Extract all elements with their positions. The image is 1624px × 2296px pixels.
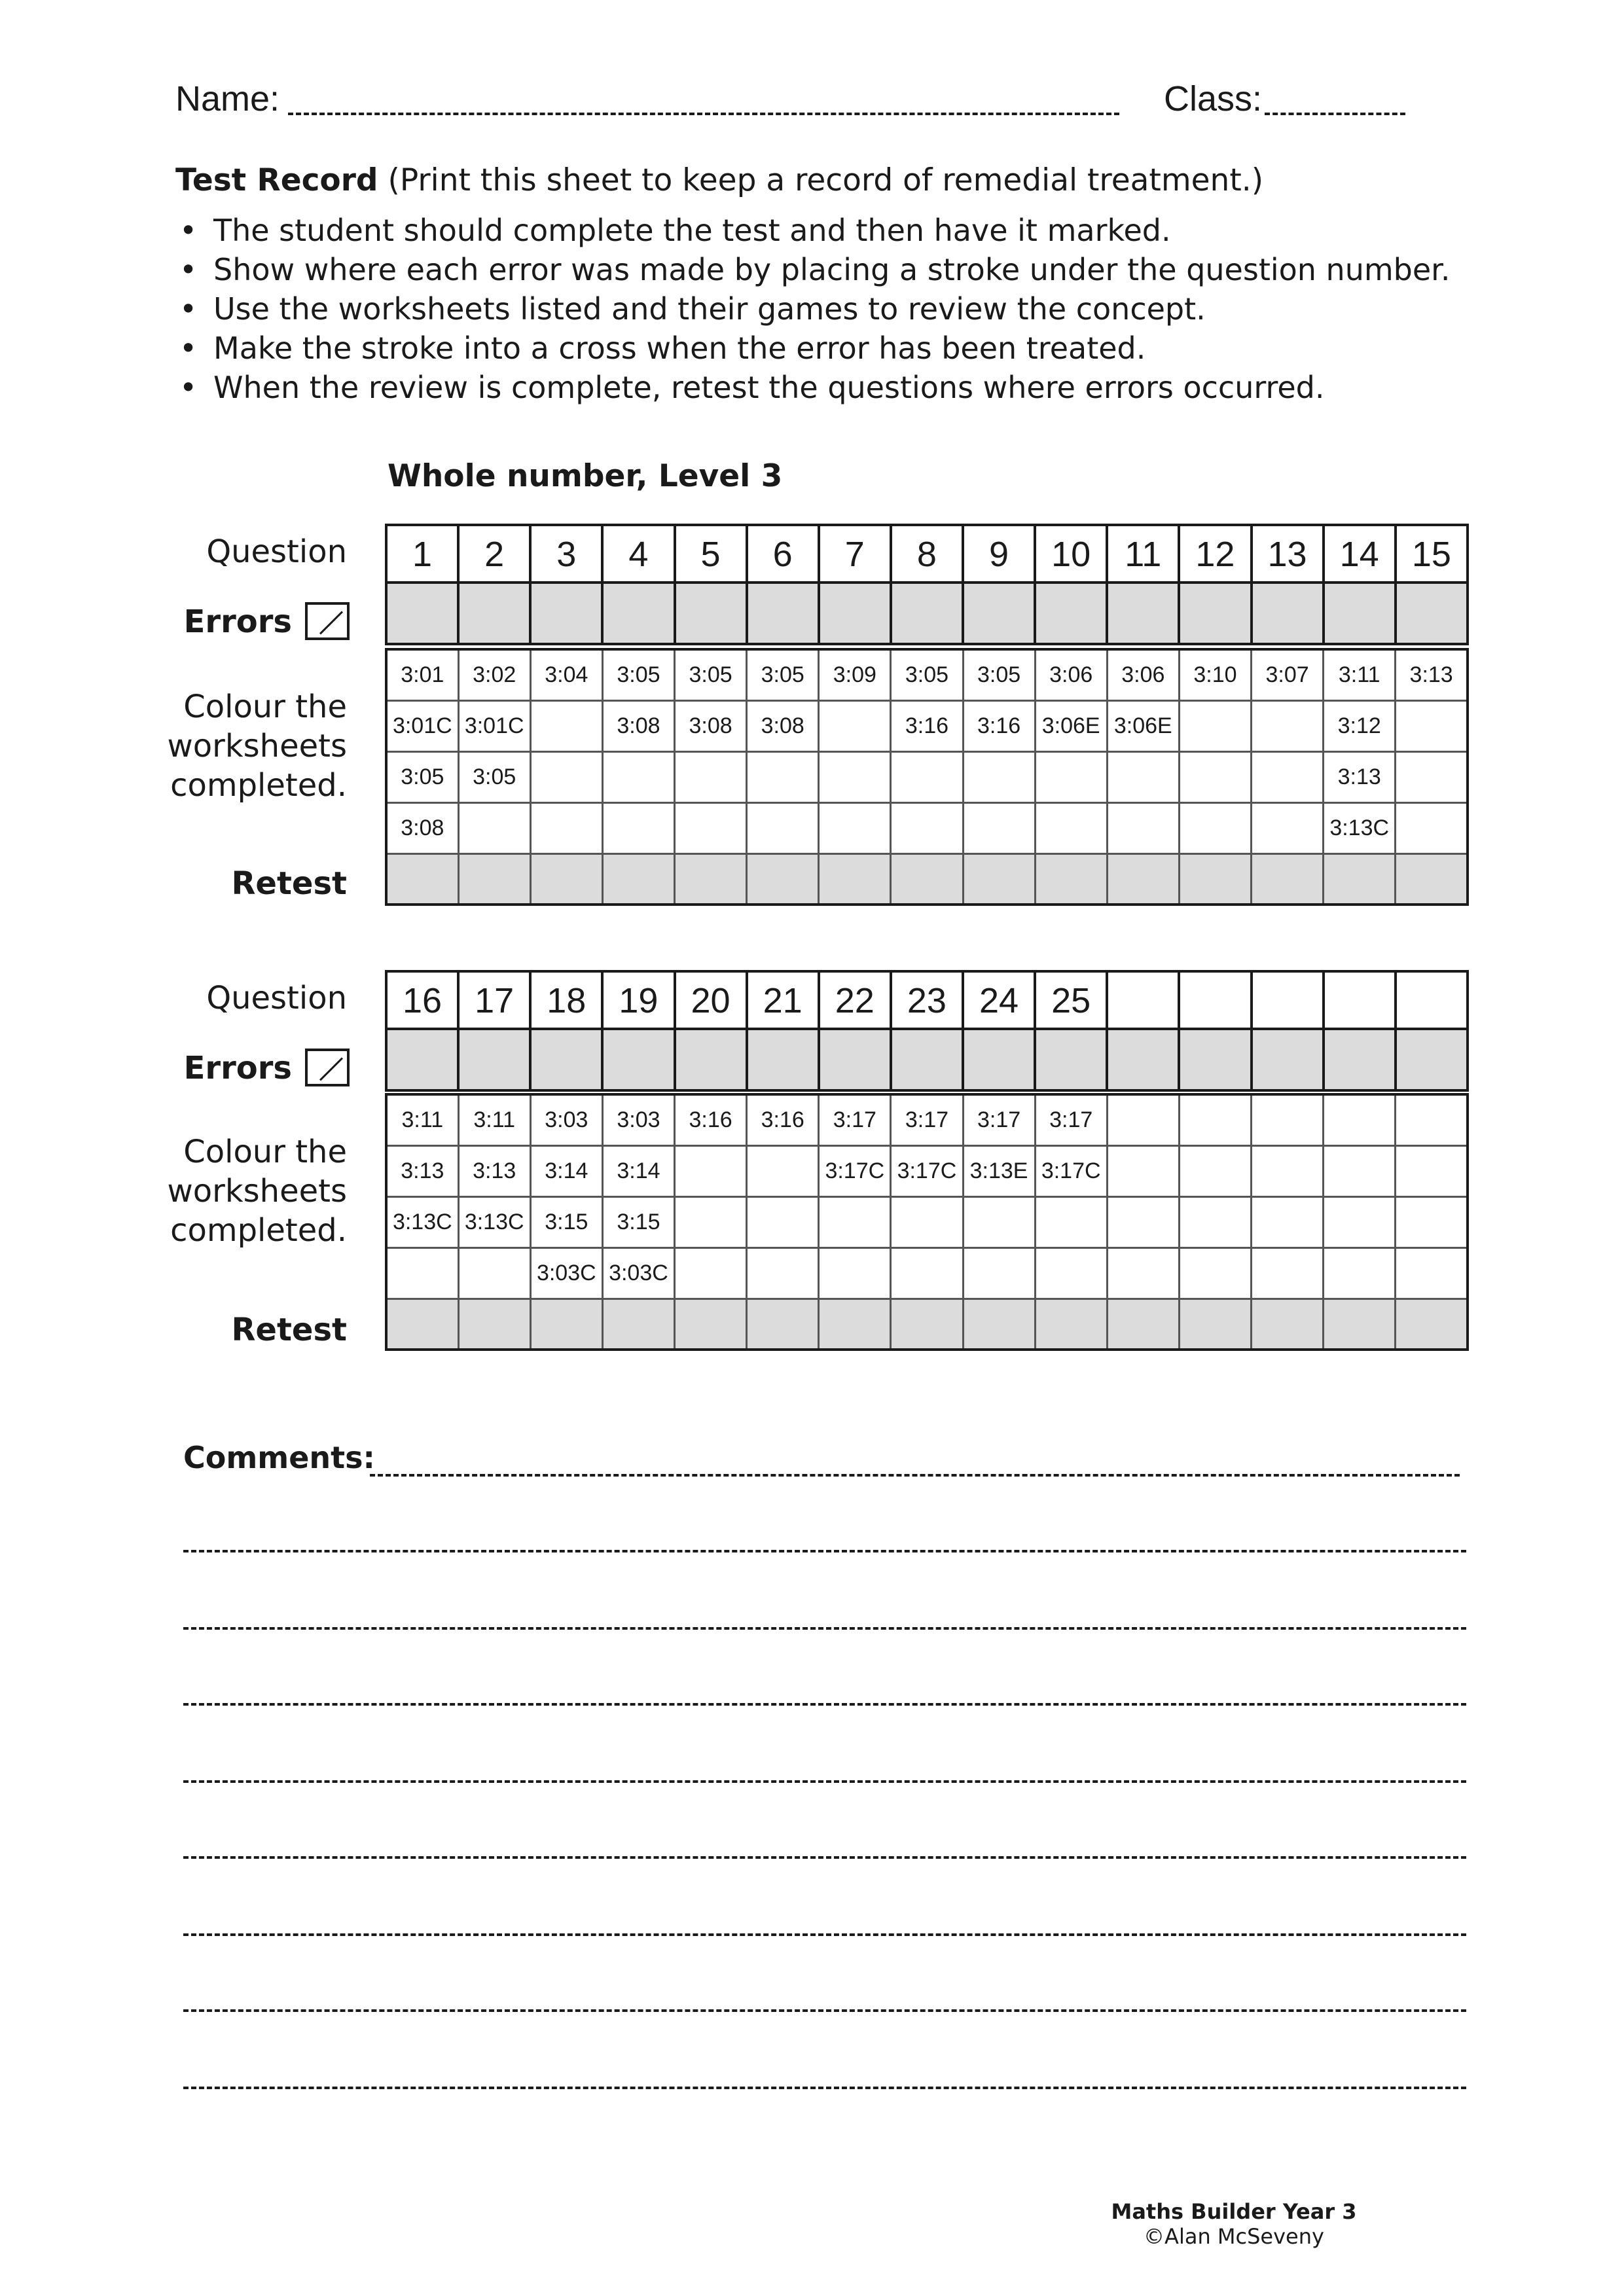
worksheet-cell[interactable]: 3:05 [602, 649, 674, 700]
worksheet-cell[interactable] [1035, 1196, 1107, 1247]
comment-line[interactable] [183, 1856, 1466, 1859]
worksheet-table [385, 1093, 1469, 1351]
worksheet-cell[interactable]: 3:14 [602, 1145, 674, 1196]
question-number-cell: 7 [819, 525, 891, 584]
worksheet-cell[interactable]: 3:13 [386, 1145, 458, 1196]
worksheet-cell[interactable]: 3:13E [963, 1145, 1035, 1196]
retest-cell[interactable] [819, 1299, 891, 1350]
retest-cell[interactable] [1179, 853, 1251, 905]
worksheet-cell[interactable]: 3:03 [602, 1094, 674, 1145]
worksheet-cell[interactable]: 3:13 [458, 1145, 530, 1196]
worksheet-cell[interactable] [1179, 700, 1251, 751]
errors-cell[interactable] [963, 583, 1035, 644]
worksheet-cell[interactable] [1252, 802, 1324, 853]
retest-cell[interactable] [891, 853, 963, 905]
worksheet-cell[interactable] [530, 751, 602, 802]
errors-cell[interactable] [891, 1029, 963, 1090]
worksheet-cell[interactable] [675, 1196, 747, 1247]
worksheet-cell[interactable] [1179, 751, 1251, 802]
worksheet-cell[interactable] [963, 802, 1035, 853]
errors-cell[interactable] [530, 583, 602, 644]
worksheet-cell[interactable] [1179, 1094, 1251, 1145]
worksheet-cell[interactable]: 3:13C [1324, 802, 1396, 853]
question-number-cell [1396, 971, 1468, 1030]
worksheet-cell[interactable]: 3:17 [891, 1094, 963, 1145]
colour-label-line-1: Colour the [183, 689, 347, 725]
worksheet-row [386, 649, 1468, 700]
worksheet-cell[interactable]: 3:17 [963, 1094, 1035, 1145]
question-number-row [386, 525, 1468, 584]
worksheet-cell[interactable]: 3:03 [530, 1094, 602, 1145]
errors-cell[interactable] [1252, 583, 1324, 644]
colour-label-line-3: completed. [170, 1212, 347, 1249]
worksheet-row [386, 1145, 1468, 1196]
colour-label-line-3: completed. [170, 767, 347, 804]
worksheet-cell[interactable]: 3:05 [963, 649, 1035, 700]
worksheet-cell[interactable]: 3:15 [602, 1196, 674, 1247]
worksheet-cell[interactable] [1252, 751, 1324, 802]
intro-line [175, 161, 1263, 200]
question-number-cell: 24 [963, 971, 1035, 1030]
worksheet-cell[interactable] [963, 751, 1035, 802]
instruction-item: • The student should complete the test and then have it marked. [175, 211, 1583, 250]
worksheet-cell[interactable]: 3:16 [891, 700, 963, 751]
question-number-cell: 12 [1179, 525, 1251, 584]
instruction-list [175, 211, 1583, 407]
question-number-cell: 17 [458, 971, 530, 1030]
question-number-row [386, 971, 1468, 1030]
comment-line[interactable] [183, 1627, 1466, 1630]
worksheet-cell[interactable] [602, 751, 674, 802]
retest-cell[interactable] [602, 1299, 674, 1350]
retest-cell[interactable] [675, 1299, 747, 1350]
retest-cell[interactable] [747, 1299, 819, 1350]
errors-cell[interactable] [891, 583, 963, 644]
worksheet-cell[interactable] [1035, 1247, 1107, 1299]
retest-row [386, 1299, 1468, 1350]
worksheet-cell[interactable]: 3:06 [1107, 649, 1179, 700]
worksheet-cell[interactable] [747, 802, 819, 853]
worksheet-cell[interactable]: 3:16 [963, 700, 1035, 751]
errors-table [385, 1028, 1469, 1092]
question-number-cell: 19 [602, 971, 674, 1030]
retest-row-label: Retest [231, 865, 347, 902]
worksheet-cell[interactable]: 3:08 [747, 700, 819, 751]
retest-cell[interactable] [1252, 1299, 1324, 1350]
comment-line[interactable] [370, 1474, 1460, 1477]
test-record-heading: Test Record [175, 162, 378, 198]
worksheet-cell[interactable] [891, 802, 963, 853]
question-number-table [385, 524, 1469, 585]
worksheet-cell[interactable]: 3:09 [819, 649, 891, 700]
errors-cell[interactable] [1324, 583, 1396, 644]
worksheet-cell[interactable]: 3:08 [386, 802, 458, 853]
errors-cell[interactable] [1107, 1029, 1179, 1090]
errors-cell[interactable] [675, 1029, 747, 1090]
worksheet-row [386, 802, 1468, 853]
comments-label: Comments: [183, 1440, 375, 1475]
question-number-cell: 11 [1107, 525, 1179, 584]
worksheet-cell[interactable]: 3:04 [530, 649, 602, 700]
question-number-cell: 22 [819, 971, 891, 1030]
errors-cell[interactable] [1252, 1029, 1324, 1090]
worksheet-row [386, 1196, 1468, 1247]
worksheet-row [386, 1247, 1468, 1299]
worksheet-table [385, 648, 1469, 906]
worksheet-cell[interactable] [891, 751, 963, 802]
worksheet-cell[interactable] [819, 802, 891, 853]
worksheet-cell[interactable] [819, 1247, 891, 1299]
worksheet-cell[interactable]: 3:17 [819, 1094, 891, 1145]
comment-line[interactable] [183, 1550, 1466, 1552]
retest-row-label: Retest [231, 1312, 347, 1348]
errors-row [386, 1029, 1468, 1090]
worksheet-cell[interactable] [386, 1247, 458, 1299]
worksheet-cell[interactable]: 3:11 [386, 1094, 458, 1145]
worksheet-cell[interactable] [1396, 1247, 1468, 1299]
question-number-cell: 9 [963, 525, 1035, 584]
worksheet-row [386, 1094, 1468, 1145]
errors-cell[interactable] [819, 1029, 891, 1090]
retest-cell[interactable] [1252, 853, 1324, 905]
instruction-item: • Use the worksheets listed and their games to review the concept. [175, 289, 1583, 329]
worksheet-cell[interactable]: 3:11 [458, 1094, 530, 1145]
class-field-line[interactable] [1265, 113, 1405, 115]
worksheet-cell[interactable] [1252, 1145, 1324, 1196]
worksheet-cell[interactable] [458, 802, 530, 853]
worksheet-cell[interactable]: 3:05 [891, 649, 963, 700]
question-number-cell [1324, 971, 1396, 1030]
worksheet-cell[interactable]: 3:05 [458, 751, 530, 802]
worksheet-cell[interactable]: 3:03C [602, 1247, 674, 1299]
worksheet-cell[interactable] [602, 802, 674, 853]
retest-cell[interactable] [819, 853, 891, 905]
worksheet-cell[interactable] [819, 1196, 891, 1247]
worksheet-cell[interactable]: 3:12 [1324, 700, 1396, 751]
worksheet-cell[interactable]: 3:07 [1252, 649, 1324, 700]
retest-cell[interactable] [1396, 853, 1468, 905]
question-number-cell [1252, 971, 1324, 1030]
worksheet-cell[interactable]: 3:01C [458, 700, 530, 751]
worksheet-cell[interactable] [1252, 1196, 1324, 1247]
test-record-note: (Print this sheet to keep a record of remedial treatment.) [388, 162, 1264, 198]
worksheet-cell[interactable] [1107, 802, 1179, 853]
worksheet-cell[interactable]: 3:02 [458, 649, 530, 700]
worksheet-cell[interactable]: 3:08 [602, 700, 674, 751]
worksheet-cell[interactable] [1396, 700, 1468, 751]
question-number-cell: 20 [675, 971, 747, 1030]
worksheet-cell[interactable]: 3:10 [1179, 649, 1251, 700]
worksheet-cell[interactable]: 3:17C [1035, 1145, 1107, 1196]
errors-cell[interactable] [458, 1029, 530, 1090]
retest-cell[interactable] [963, 853, 1035, 905]
question-number-cell: 14 [1324, 525, 1396, 584]
retest-cell[interactable] [602, 853, 674, 905]
retest-cell[interactable] [530, 1299, 602, 1350]
worksheet-cell[interactable] [1324, 1094, 1396, 1145]
worksheet-cell[interactable] [1107, 751, 1179, 802]
worksheet-cell[interactable] [1179, 1196, 1251, 1247]
retest-cell[interactable] [963, 1299, 1035, 1350]
errors-cell[interactable] [819, 583, 891, 644]
worksheet-cell[interactable] [747, 1247, 819, 1299]
question-number-cell: 23 [891, 971, 963, 1030]
question-number-table [385, 970, 1469, 1031]
worksheet-cell[interactable] [675, 1247, 747, 1299]
comment-line[interactable] [183, 2009, 1466, 2012]
worksheet-cell[interactable]: 3:16 [747, 1094, 819, 1145]
worksheet-cell[interactable] [1396, 1094, 1468, 1145]
worksheet-cell[interactable]: 3:17C [891, 1145, 963, 1196]
worksheet-cell[interactable] [530, 802, 602, 853]
retest-cell[interactable] [1179, 1299, 1251, 1350]
worksheet-cell[interactable]: 3:06E [1107, 700, 1179, 751]
worksheet-cell[interactable] [1107, 1247, 1179, 1299]
worksheet-row [386, 751, 1468, 802]
worksheet-cell[interactable]: 3:11 [1324, 649, 1396, 700]
errors-cell[interactable] [602, 583, 674, 644]
errors-cell[interactable] [1035, 1029, 1107, 1090]
worksheet-cell[interactable] [1107, 1094, 1179, 1145]
worksheet-cell[interactable]: 3:17 [1035, 1094, 1107, 1145]
worksheet-cell[interactable]: 3:13C [386, 1196, 458, 1247]
retest-cell[interactable] [458, 1299, 530, 1350]
section-title: Whole number, Level 3 [388, 458, 783, 494]
worksheet-cell[interactable] [1396, 802, 1468, 853]
worksheet-row [386, 700, 1468, 751]
errors-cell[interactable] [675, 583, 747, 644]
worksheet-cell[interactable] [891, 1247, 963, 1299]
worksheet-cell[interactable]: 3:05 [747, 649, 819, 700]
colour-label-line-2: worksheets [167, 728, 347, 764]
retest-cell[interactable] [1107, 1299, 1179, 1350]
retest-cell[interactable] [386, 1299, 458, 1350]
footer-title: Maths Builder Year 3 [1111, 2199, 1357, 2224]
worksheet-cell[interactable] [1252, 1094, 1324, 1145]
worksheet-cell[interactable]: 3:01C [386, 700, 458, 751]
worksheet-cell[interactable]: 3:13 [1324, 751, 1396, 802]
footer [1087, 2199, 1381, 2249]
question-number-cell: 2 [458, 525, 530, 584]
errors-row-label: Errors [183, 1050, 292, 1086]
worksheet-cell[interactable] [1035, 751, 1107, 802]
errors-cell[interactable] [1179, 1029, 1251, 1090]
worksheet-cell[interactable] [1396, 1145, 1468, 1196]
retest-cell[interactable] [747, 853, 819, 905]
worksheet-cell[interactable]: 3:05 [386, 751, 458, 802]
worksheet-cell[interactable]: 3:05 [675, 649, 747, 700]
errors-cell[interactable] [386, 583, 458, 644]
worksheet-cell[interactable] [1324, 1145, 1396, 1196]
comment-line[interactable] [183, 1703, 1466, 1706]
worksheet-cell[interactable] [1324, 1247, 1396, 1299]
stroke-icon [305, 602, 350, 640]
worksheet-cell[interactable] [675, 751, 747, 802]
question-number-cell: 15 [1396, 525, 1468, 584]
errors-cell[interactable] [1035, 583, 1107, 644]
question-number-cell [1179, 971, 1251, 1030]
comment-line[interactable] [183, 1780, 1466, 1783]
errors-cell[interactable] [1396, 1029, 1468, 1090]
question-number-cell: 3 [530, 525, 602, 584]
errors-row-label: Errors [183, 603, 292, 640]
errors-cell[interactable] [386, 1029, 458, 1090]
question-number-cell: 16 [386, 971, 458, 1030]
question-number-cell: 8 [891, 525, 963, 584]
worksheet-cell[interactable] [747, 751, 819, 802]
errors-cell[interactable] [1179, 583, 1251, 644]
class-label: Class: [1164, 79, 1263, 118]
worksheet-cell[interactable]: 3:15 [530, 1196, 602, 1247]
retest-cell[interactable] [891, 1299, 963, 1350]
question-number-cell: 21 [747, 971, 819, 1030]
instruction-item: • Make the stroke into a cross when the error has been treated. [175, 329, 1583, 368]
retest-cell[interactable] [1035, 1299, 1107, 1350]
worksheet-cell[interactable] [1396, 751, 1468, 802]
errors-cell[interactable] [530, 1029, 602, 1090]
worksheet-cell[interactable] [963, 1196, 1035, 1247]
worksheet-cell[interactable] [675, 802, 747, 853]
errors-cell[interactable] [963, 1029, 1035, 1090]
question-number-cell: 13 [1252, 525, 1324, 584]
colour-label-line-1: Colour the [183, 1134, 347, 1170]
worksheet-cell[interactable] [747, 1196, 819, 1247]
errors-cell[interactable] [602, 1029, 674, 1090]
name-label: Name: [175, 79, 280, 118]
errors-cell[interactable] [1107, 583, 1179, 644]
worksheet-cell[interactable] [747, 1145, 819, 1196]
errors-cell[interactable] [1324, 1029, 1396, 1090]
question-number-cell: 1 [386, 525, 458, 584]
worksheet-cell[interactable] [819, 751, 891, 802]
worksheet-cell[interactable] [1179, 1145, 1251, 1196]
errors-cell[interactable] [747, 1029, 819, 1090]
errors-cell[interactable] [747, 583, 819, 644]
instruction-item: • When the review is complete, retest the questions where errors occurred. [175, 368, 1583, 407]
question-number-cell: 10 [1035, 525, 1107, 584]
retest-cell[interactable] [530, 853, 602, 905]
worksheet-cell[interactable] [1324, 1196, 1396, 1247]
worksheet-cell[interactable] [1179, 1247, 1251, 1299]
colour-label-line-2: worksheets [167, 1173, 347, 1210]
retest-row [386, 853, 1468, 905]
worksheet-cell[interactable] [675, 1145, 747, 1196]
worksheet-cell[interactable] [1107, 1196, 1179, 1247]
retest-cell[interactable] [458, 853, 530, 905]
question-number-cell: 18 [530, 971, 602, 1030]
retest-cell[interactable] [1324, 1299, 1396, 1350]
question-number-cell: 25 [1035, 971, 1107, 1030]
worksheet-cell[interactable] [963, 1247, 1035, 1299]
retest-cell[interactable] [386, 853, 458, 905]
worksheet-cell[interactable] [891, 1196, 963, 1247]
question-number-cell: 5 [675, 525, 747, 584]
question-row-label: Question [206, 980, 347, 1016]
worksheet-cell[interactable] [1107, 1145, 1179, 1196]
comment-line[interactable] [183, 1933, 1466, 1936]
worksheet-cell[interactable]: 3:01 [386, 649, 458, 700]
errors-row [386, 583, 1468, 644]
worksheet-cell[interactable] [1396, 1196, 1468, 1247]
retest-cell[interactable] [675, 853, 747, 905]
instruction-item: • Show where each error was made by placing a stroke under the question number. [175, 250, 1583, 289]
comment-line[interactable] [183, 2087, 1466, 2089]
name-field-line[interactable] [288, 113, 1119, 115]
worksheet-cell[interactable] [819, 700, 891, 751]
worksheet-cell[interactable]: 3:17C [819, 1145, 891, 1196]
question-row-label: Question [206, 533, 347, 570]
worksheet-cell[interactable] [1179, 802, 1251, 853]
worksheet-cell[interactable]: 3:08 [675, 700, 747, 751]
worksheet-cell[interactable]: 3:13C [458, 1196, 530, 1247]
errors-cell[interactable] [1396, 583, 1468, 644]
footer-copyright: ©Alan McSeveny [1144, 2224, 1324, 2249]
worksheet-cell[interactable] [1252, 700, 1324, 751]
worksheet-cell[interactable] [530, 700, 602, 751]
worksheet-cell[interactable] [1252, 1247, 1324, 1299]
worksheet-cell[interactable]: 3:14 [530, 1145, 602, 1196]
retest-cell[interactable] [1035, 853, 1107, 905]
question-number-cell [1107, 971, 1179, 1030]
worksheet-cell[interactable] [458, 1247, 530, 1299]
question-number-cell: 6 [747, 525, 819, 584]
errors-table [385, 581, 1469, 645]
question-number-cell: 4 [602, 525, 674, 584]
retest-cell[interactable] [1324, 853, 1396, 905]
worksheet-cell[interactable]: 3:13 [1396, 649, 1468, 700]
retest-cell[interactable] [1396, 1299, 1468, 1350]
errors-cell[interactable] [458, 583, 530, 644]
worksheet-cell[interactable]: 3:06E [1035, 700, 1107, 751]
worksheet-cell[interactable] [1035, 802, 1107, 853]
worksheet-cell[interactable]: 3:06 [1035, 649, 1107, 700]
stroke-icon [305, 1049, 350, 1086]
worksheet-cell[interactable]: 3:03C [530, 1247, 602, 1299]
retest-cell[interactable] [1107, 853, 1179, 905]
worksheet-cell[interactable]: 3:16 [675, 1094, 747, 1145]
